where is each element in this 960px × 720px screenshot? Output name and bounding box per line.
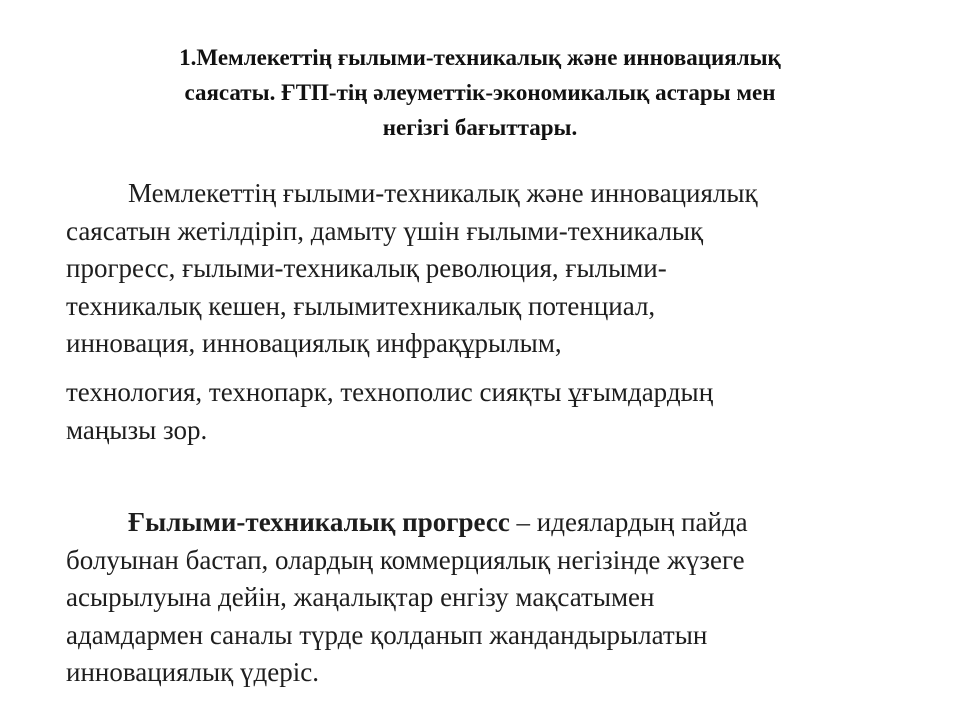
title-line: 1.Мемлекеттің ғылыми-техникалық және инновациялық: [179, 45, 781, 70]
paragraph-stp-definition: [66, 504, 916, 692]
defined-term: Ғылыми-техникалық прогресс: [128, 507, 510, 537]
text-line: болуынан бастап, олардың коммерциялық негізінде жүзеге: [66, 544, 745, 575]
text-line: инновация, инновациялық инфрақұрылым,: [66, 328, 562, 358]
text-line: адамдармен саналы түрде қолданып жандандырылатын: [66, 619, 708, 650]
text-line: инновациялық үдеріс.: [66, 657, 319, 687]
text-line: прогресс, ғылыми-техникалық революция, ғылыми-: [66, 253, 667, 283]
text-line: маңызы зор.: [66, 414, 208, 445]
paragraph-concepts-list: [66, 374, 916, 449]
definition-first-line: [66, 504, 916, 542]
slide-title: [60, 40, 900, 145]
text-line: технология, технопарк, технополис сияқты ұғымдардың: [66, 377, 714, 407]
text-line: саясатын жетілдіріп, дамыту үшін ғылыми-техникалық: [66, 215, 704, 246]
title-line: саясаты. ҒТП-тің әлеуметтік-экономикалық астары мен: [184, 80, 776, 105]
text-line: техникалық кешен, ғылымитехникалық потенциал,: [66, 290, 656, 321]
paragraph-concepts-intro: [66, 175, 916, 363]
definition-text: – идеялардың пайда: [509, 507, 748, 537]
text-line: асырылуына дейін, жаңалықтар енгізу мақсатымен: [66, 582, 655, 612]
title-line: негізгі бағыттары.: [382, 115, 578, 140]
text-line: Мемлекеттің ғылыми-техникалық және инновациялық: [128, 178, 758, 208]
